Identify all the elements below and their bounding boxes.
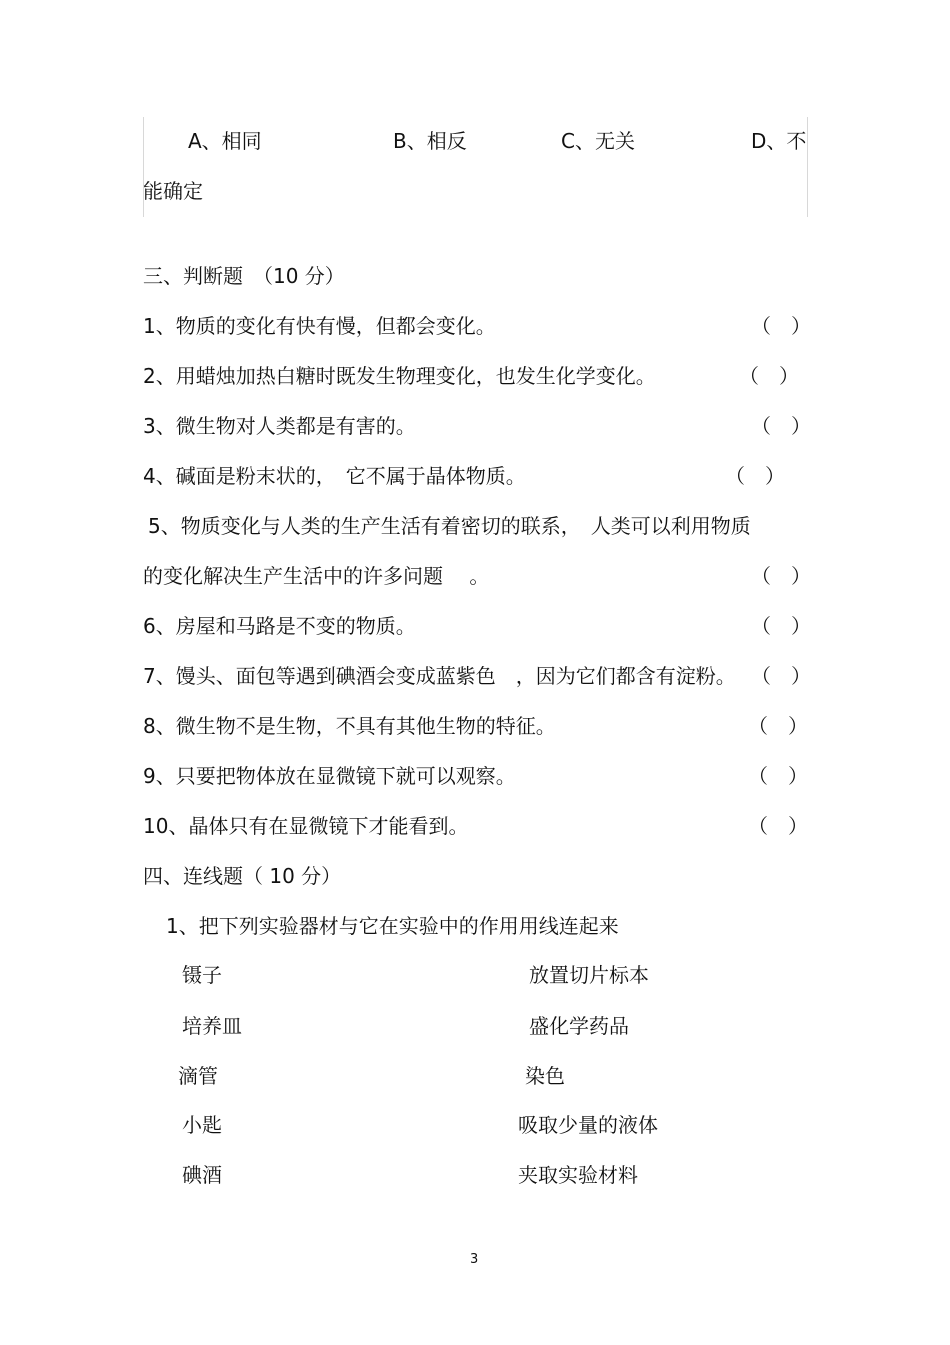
matching-right-item: 放置切片标本 (529, 963, 649, 987)
answer-blank: （ ） (748, 714, 808, 738)
matching-left-item: 碘酒 (182, 1163, 222, 1187)
matching-right-item: 夹取实验材料 (518, 1163, 638, 1187)
matching-left-item: 镊子 (182, 963, 222, 987)
judgment-item: 3、微生物对人类都是有害的。 (143, 414, 416, 438)
answer-blank: （ ） (751, 664, 811, 688)
section-3-title: 三、判断题 （10 分） (143, 264, 345, 288)
answer-blank: （ ） (751, 414, 811, 438)
matching-left-item: 滴管 (178, 1064, 218, 1088)
matching-instruction: 1、把下列实验器材与它在实验中的作用用线连起来 (166, 914, 619, 938)
judgment-item: 1、物质的变化有快有慢，但都会变化。 (143, 314, 496, 338)
judgment-item: 6、房屋和马路是不变的物质。 (143, 614, 416, 638)
judgment-item: 8、微生物不是生物，不具有其他生物的特征。 (143, 714, 556, 738)
section-4-title: 四、连线题（ 10 分） (143, 864, 342, 888)
answer-blank: （ ） (748, 814, 808, 838)
answer-blank: （ ） (751, 564, 811, 588)
matching-left-item: 培养皿 (182, 1014, 242, 1038)
answer-blank: （ ） (751, 614, 811, 638)
matching-left-item: 小匙 (182, 1113, 222, 1137)
judgment-item: 10、晶体只有在显微镜下才能看到。 (143, 814, 469, 838)
option-b: B、相反 (393, 129, 467, 153)
judgment-item: 7、馒头、面包等遇到碘酒会变成蓝紫色 ，因为它们都含有淀粉。 (143, 664, 736, 688)
answer-blank: （ ） (725, 464, 785, 488)
option-d-continued: 能确定 (143, 179, 203, 203)
judgment-item: 5、物质变化与人类的生产生活有着密切的联系， 人类可以利用物质 (148, 514, 751, 538)
page-number: 3 (470, 1252, 479, 1267)
judgment-item: 9、只要把物体放在显微镜下就可以观察。 (143, 764, 516, 788)
option-a: A、相同 (188, 129, 262, 153)
answer-blank: （ ） (751, 314, 811, 338)
answer-blank: （ ） (748, 764, 808, 788)
option-d: D、不 (751, 129, 807, 153)
judgment-item: 2、用蜡烛加热白糖时既发生物理变化，也发生化学变化。 (143, 364, 656, 388)
matching-right-item: 盛化学药品 (529, 1014, 629, 1038)
judgment-item-continued: 的变化解决生产生活中的许多问题 。 (143, 564, 490, 588)
matching-right-item: 染色 (525, 1064, 565, 1088)
matching-right-item: 吸取少量的液体 (518, 1113, 658, 1137)
judgment-item: 4、碱面是粉末状的， 它不属于晶体物质。 (143, 464, 526, 488)
option-c: C、无关 (561, 129, 635, 153)
answer-blank: （ ） (739, 364, 799, 388)
